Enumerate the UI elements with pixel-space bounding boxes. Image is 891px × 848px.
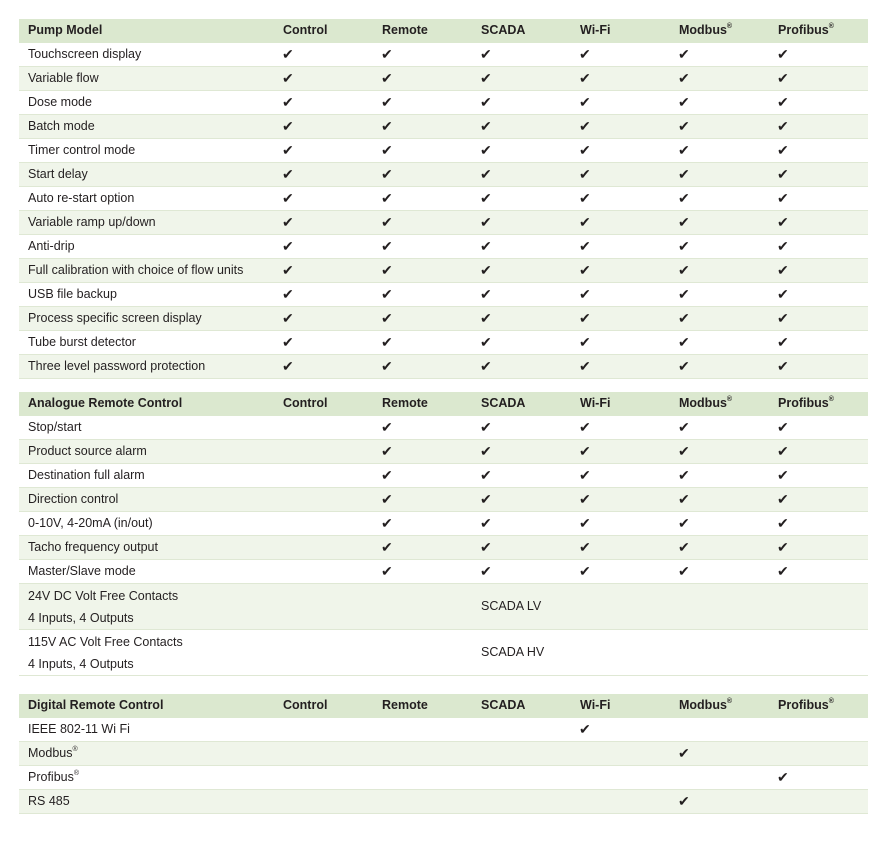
check-mark: ✔: [472, 355, 571, 379]
check-mark: ✔: [274, 259, 373, 283]
empty-cell: [472, 742, 571, 766]
empty-cell: [769, 790, 868, 814]
empty-cell: [274, 718, 373, 742]
check-mark: ✔: [769, 139, 868, 163]
check-mark: ✔: [571, 259, 670, 283]
empty-cell: [769, 630, 868, 676]
check-mark: ✔: [670, 790, 769, 814]
check-mark: ✔: [274, 307, 373, 331]
empty-cell: [670, 766, 769, 790]
check-mark: ✔: [472, 283, 571, 307]
table-row: [19, 440, 868, 464]
check-mark: ✔: [769, 355, 868, 379]
check-mark: ✔: [769, 560, 868, 584]
table-row: [19, 512, 868, 536]
col-header-modbus: Modbus®: [670, 392, 769, 416]
check-mark: ✔: [373, 211, 472, 235]
check-mark: ✔: [670, 536, 769, 560]
check-mark: ✔: [571, 512, 670, 536]
row-label: Auto re-start option: [19, 187, 274, 211]
check-mark: ✔: [373, 331, 472, 355]
check-mark: ✔: [769, 440, 868, 464]
check-mark: ✔: [373, 163, 472, 187]
check-mark: ✔: [571, 283, 670, 307]
check-mark: ✔: [670, 331, 769, 355]
contact-row: [19, 630, 868, 676]
check-mark: ✔: [373, 307, 472, 331]
check-mark: ✔: [373, 91, 472, 115]
check-mark: ✔: [571, 91, 670, 115]
check-mark: ✔: [472, 67, 571, 91]
check-mark: ✔: [571, 139, 670, 163]
empty-cell: [472, 766, 571, 790]
check-mark: ✔: [274, 187, 373, 211]
row-label: Touchscreen display: [19, 43, 274, 67]
empty-cell: [769, 742, 868, 766]
table-header-row: [19, 694, 868, 718]
check-mark: ✔: [472, 235, 571, 259]
col-header-wifi: Wi-Fi: [571, 694, 670, 718]
row-label: Master/Slave mode: [19, 560, 274, 584]
table-row: [19, 235, 868, 259]
check-mark: ✔: [571, 307, 670, 331]
check-mark: ✔: [670, 43, 769, 67]
check-mark: ✔: [274, 283, 373, 307]
check-mark: ✔: [571, 440, 670, 464]
empty-cell: [274, 560, 373, 584]
col-header-modbus: Modbus®: [670, 19, 769, 43]
row-label: 24V DC Volt Free Contacts 4 Inputs, 4 Outputs: [19, 584, 274, 630]
empty-cell: [373, 742, 472, 766]
empty-cell: [274, 464, 373, 488]
pump-model-table: [19, 19, 868, 379]
check-mark: ✔: [769, 416, 868, 440]
table-row: [19, 464, 868, 488]
table-title: Digital Remote Control: [19, 694, 274, 718]
check-mark: ✔: [571, 187, 670, 211]
col-header-control: Control: [274, 694, 373, 718]
check-mark: ✔: [274, 43, 373, 67]
table-row: [19, 139, 868, 163]
col-header-wifi: Wi-Fi: [571, 19, 670, 43]
empty-cell: [274, 630, 373, 676]
empty-cell: [670, 630, 769, 676]
check-mark: ✔: [472, 440, 571, 464]
table-row: [19, 488, 868, 512]
analogue-remote-control-table: [19, 392, 868, 676]
check-mark: ✔: [670, 115, 769, 139]
empty-cell: [274, 584, 373, 630]
check-mark: ✔: [670, 307, 769, 331]
table-row: [19, 742, 868, 766]
empty-cell: [571, 790, 670, 814]
row-label: Variable flow: [19, 67, 274, 91]
check-mark: ✔: [373, 283, 472, 307]
table-row: [19, 560, 868, 584]
col-header-scada: SCADA: [472, 694, 571, 718]
col-header-control: Control: [274, 392, 373, 416]
table-row: [19, 536, 868, 560]
empty-cell: [670, 718, 769, 742]
check-mark: ✔: [670, 560, 769, 584]
empty-cell: [472, 790, 571, 814]
check-mark: ✔: [769, 307, 868, 331]
check-mark: ✔: [571, 211, 670, 235]
check-mark: ✔: [769, 67, 868, 91]
row-label: Variable ramp up/down: [19, 211, 274, 235]
row-label: Batch mode: [19, 115, 274, 139]
check-mark: ✔: [373, 187, 472, 211]
check-mark: ✔: [670, 416, 769, 440]
check-mark: ✔: [769, 187, 868, 211]
table-row: [19, 718, 868, 742]
row-label: Dose mode: [19, 91, 274, 115]
check-mark: ✔: [373, 67, 472, 91]
check-mark: ✔: [472, 464, 571, 488]
check-mark: ✔: [571, 355, 670, 379]
table-row: [19, 331, 868, 355]
table-row: [19, 115, 868, 139]
check-mark: ✔: [769, 115, 868, 139]
check-mark: ✔: [472, 331, 571, 355]
empty-cell: [274, 488, 373, 512]
row-label: RS 485: [19, 790, 274, 814]
check-mark: ✔: [472, 488, 571, 512]
table-title: Pump Model: [19, 19, 274, 43]
table-row: [19, 163, 868, 187]
check-mark: ✔: [373, 235, 472, 259]
row-label: Start delay: [19, 163, 274, 187]
check-mark: ✔: [472, 115, 571, 139]
check-mark: ✔: [670, 464, 769, 488]
scada-lv-value: SCADA LV: [472, 584, 571, 630]
check-mark: ✔: [769, 464, 868, 488]
empty-cell: [373, 630, 472, 676]
check-mark: ✔: [769, 512, 868, 536]
check-mark: ✔: [670, 235, 769, 259]
check-mark: ✔: [769, 536, 868, 560]
row-label: Destination full alarm: [19, 464, 274, 488]
empty-cell: [373, 718, 472, 742]
check-mark: ✔: [571, 115, 670, 139]
check-mark: ✔: [670, 91, 769, 115]
check-mark: ✔: [769, 259, 868, 283]
table-row: [19, 211, 868, 235]
col-header-wifi: Wi-Fi: [571, 392, 670, 416]
empty-cell: [373, 790, 472, 814]
check-mark: ✔: [571, 416, 670, 440]
check-mark: ✔: [769, 211, 868, 235]
check-mark: ✔: [769, 488, 868, 512]
check-mark: ✔: [472, 139, 571, 163]
scada-hv-value: SCADA HV: [472, 630, 571, 676]
col-header-scada: SCADA: [472, 392, 571, 416]
empty-cell: [274, 416, 373, 440]
row-label: Tacho frequency output: [19, 536, 274, 560]
check-mark: ✔: [670, 355, 769, 379]
check-mark: ✔: [472, 560, 571, 584]
check-mark: ✔: [373, 488, 472, 512]
check-mark: ✔: [670, 440, 769, 464]
row-label: Full calibration with choice of flow units: [19, 259, 274, 283]
check-mark: ✔: [274, 235, 373, 259]
check-mark: ✔: [472, 416, 571, 440]
check-mark: ✔: [571, 536, 670, 560]
check-mark: ✔: [373, 464, 472, 488]
check-mark: ✔: [373, 416, 472, 440]
table-row: [19, 259, 868, 283]
check-mark: ✔: [571, 67, 670, 91]
empty-cell: [769, 584, 868, 630]
row-label: Three level password protection: [19, 355, 274, 379]
row-label: Process specific screen display: [19, 307, 274, 331]
check-mark: ✔: [571, 488, 670, 512]
check-mark: ✔: [769, 43, 868, 67]
row-label: Tube burst detector: [19, 331, 274, 355]
check-mark: ✔: [274, 115, 373, 139]
table-header-row: [19, 19, 868, 43]
check-mark: ✔: [571, 235, 670, 259]
check-mark: ✔: [571, 464, 670, 488]
empty-cell: [274, 766, 373, 790]
contact-row: [19, 584, 868, 630]
empty-cell: [571, 584, 670, 630]
check-mark: ✔: [769, 283, 868, 307]
table-title: Analogue Remote Control: [19, 392, 274, 416]
table-row: [19, 766, 868, 790]
row-label: Stop/start: [19, 416, 274, 440]
col-header-remote: Remote: [373, 19, 472, 43]
check-mark: ✔: [670, 259, 769, 283]
check-mark: ✔: [373, 139, 472, 163]
check-mark: ✔: [670, 211, 769, 235]
check-mark: ✔: [571, 560, 670, 584]
check-mark: ✔: [670, 742, 769, 766]
empty-cell: [274, 536, 373, 560]
row-label: Anti-drip: [19, 235, 274, 259]
check-mark: ✔: [670, 163, 769, 187]
check-mark: ✔: [373, 560, 472, 584]
table-row: [19, 67, 868, 91]
row-label: 115V AC Volt Free Contacts 4 Inputs, 4 Outputs: [19, 630, 274, 676]
check-mark: ✔: [472, 187, 571, 211]
check-mark: ✔: [373, 115, 472, 139]
col-header-remote: Remote: [373, 392, 472, 416]
check-mark: ✔: [274, 211, 373, 235]
check-mark: ✔: [472, 536, 571, 560]
table-row: [19, 307, 868, 331]
table-row: [19, 91, 868, 115]
check-mark: ✔: [769, 91, 868, 115]
empty-cell: [274, 790, 373, 814]
empty-cell: [472, 718, 571, 742]
check-mark: ✔: [373, 259, 472, 283]
check-mark: ✔: [274, 163, 373, 187]
row-label: Profibus®: [19, 766, 274, 790]
table-row: [19, 283, 868, 307]
check-mark: ✔: [571, 331, 670, 355]
check-mark: ✔: [274, 355, 373, 379]
check-mark: ✔: [670, 488, 769, 512]
check-mark: ✔: [472, 211, 571, 235]
empty-cell: [571, 630, 670, 676]
table-header-row: [19, 392, 868, 416]
check-mark: ✔: [670, 512, 769, 536]
row-label: Direction control: [19, 488, 274, 512]
table-row: [19, 416, 868, 440]
check-mark: ✔: [769, 331, 868, 355]
col-header-remote: Remote: [373, 694, 472, 718]
check-mark: ✔: [670, 139, 769, 163]
check-mark: ✔: [274, 67, 373, 91]
col-header-profibus: Profibus®: [769, 19, 868, 43]
row-label: IEEE 802-11 Wi Fi: [19, 718, 274, 742]
check-mark: ✔: [472, 43, 571, 67]
check-mark: ✔: [769, 163, 868, 187]
table-row: [19, 187, 868, 211]
row-label: Product source alarm: [19, 440, 274, 464]
col-header-control: Control: [274, 19, 373, 43]
table-row: [19, 43, 868, 67]
check-mark: ✔: [670, 283, 769, 307]
check-mark: ✔: [472, 91, 571, 115]
check-mark: ✔: [373, 512, 472, 536]
check-mark: ✔: [769, 766, 868, 790]
row-label: USB file backup: [19, 283, 274, 307]
check-mark: ✔: [373, 43, 472, 67]
row-label: 0-10V, 4-20mA (in/out): [19, 512, 274, 536]
check-mark: ✔: [769, 235, 868, 259]
table-row: [19, 355, 868, 379]
col-header-profibus: Profibus®: [769, 392, 868, 416]
check-mark: ✔: [571, 163, 670, 187]
check-mark: ✔: [472, 307, 571, 331]
col-header-scada: SCADA: [472, 19, 571, 43]
digital-remote-control-table: [19, 694, 868, 814]
check-mark: ✔: [274, 139, 373, 163]
check-mark: ✔: [670, 187, 769, 211]
row-label: Modbus®: [19, 742, 274, 766]
col-header-modbus: Modbus®: [670, 694, 769, 718]
empty-cell: [274, 512, 373, 536]
empty-cell: [274, 440, 373, 464]
check-mark: ✔: [373, 536, 472, 560]
check-mark: ✔: [472, 512, 571, 536]
check-mark: ✔: [274, 91, 373, 115]
check-mark: ✔: [373, 355, 472, 379]
col-header-profibus: Profibus®: [769, 694, 868, 718]
check-mark: ✔: [373, 440, 472, 464]
empty-cell: [274, 742, 373, 766]
empty-cell: [571, 742, 670, 766]
check-mark: ✔: [274, 331, 373, 355]
row-label: Timer control mode: [19, 139, 274, 163]
check-mark: ✔: [571, 43, 670, 67]
check-mark: ✔: [670, 67, 769, 91]
empty-cell: [373, 766, 472, 790]
check-mark: ✔: [472, 163, 571, 187]
empty-cell: [769, 718, 868, 742]
empty-cell: [373, 584, 472, 630]
check-mark: ✔: [571, 718, 670, 742]
empty-cell: [670, 584, 769, 630]
empty-cell: [571, 766, 670, 790]
check-mark: ✔: [472, 259, 571, 283]
table-row: [19, 790, 868, 814]
